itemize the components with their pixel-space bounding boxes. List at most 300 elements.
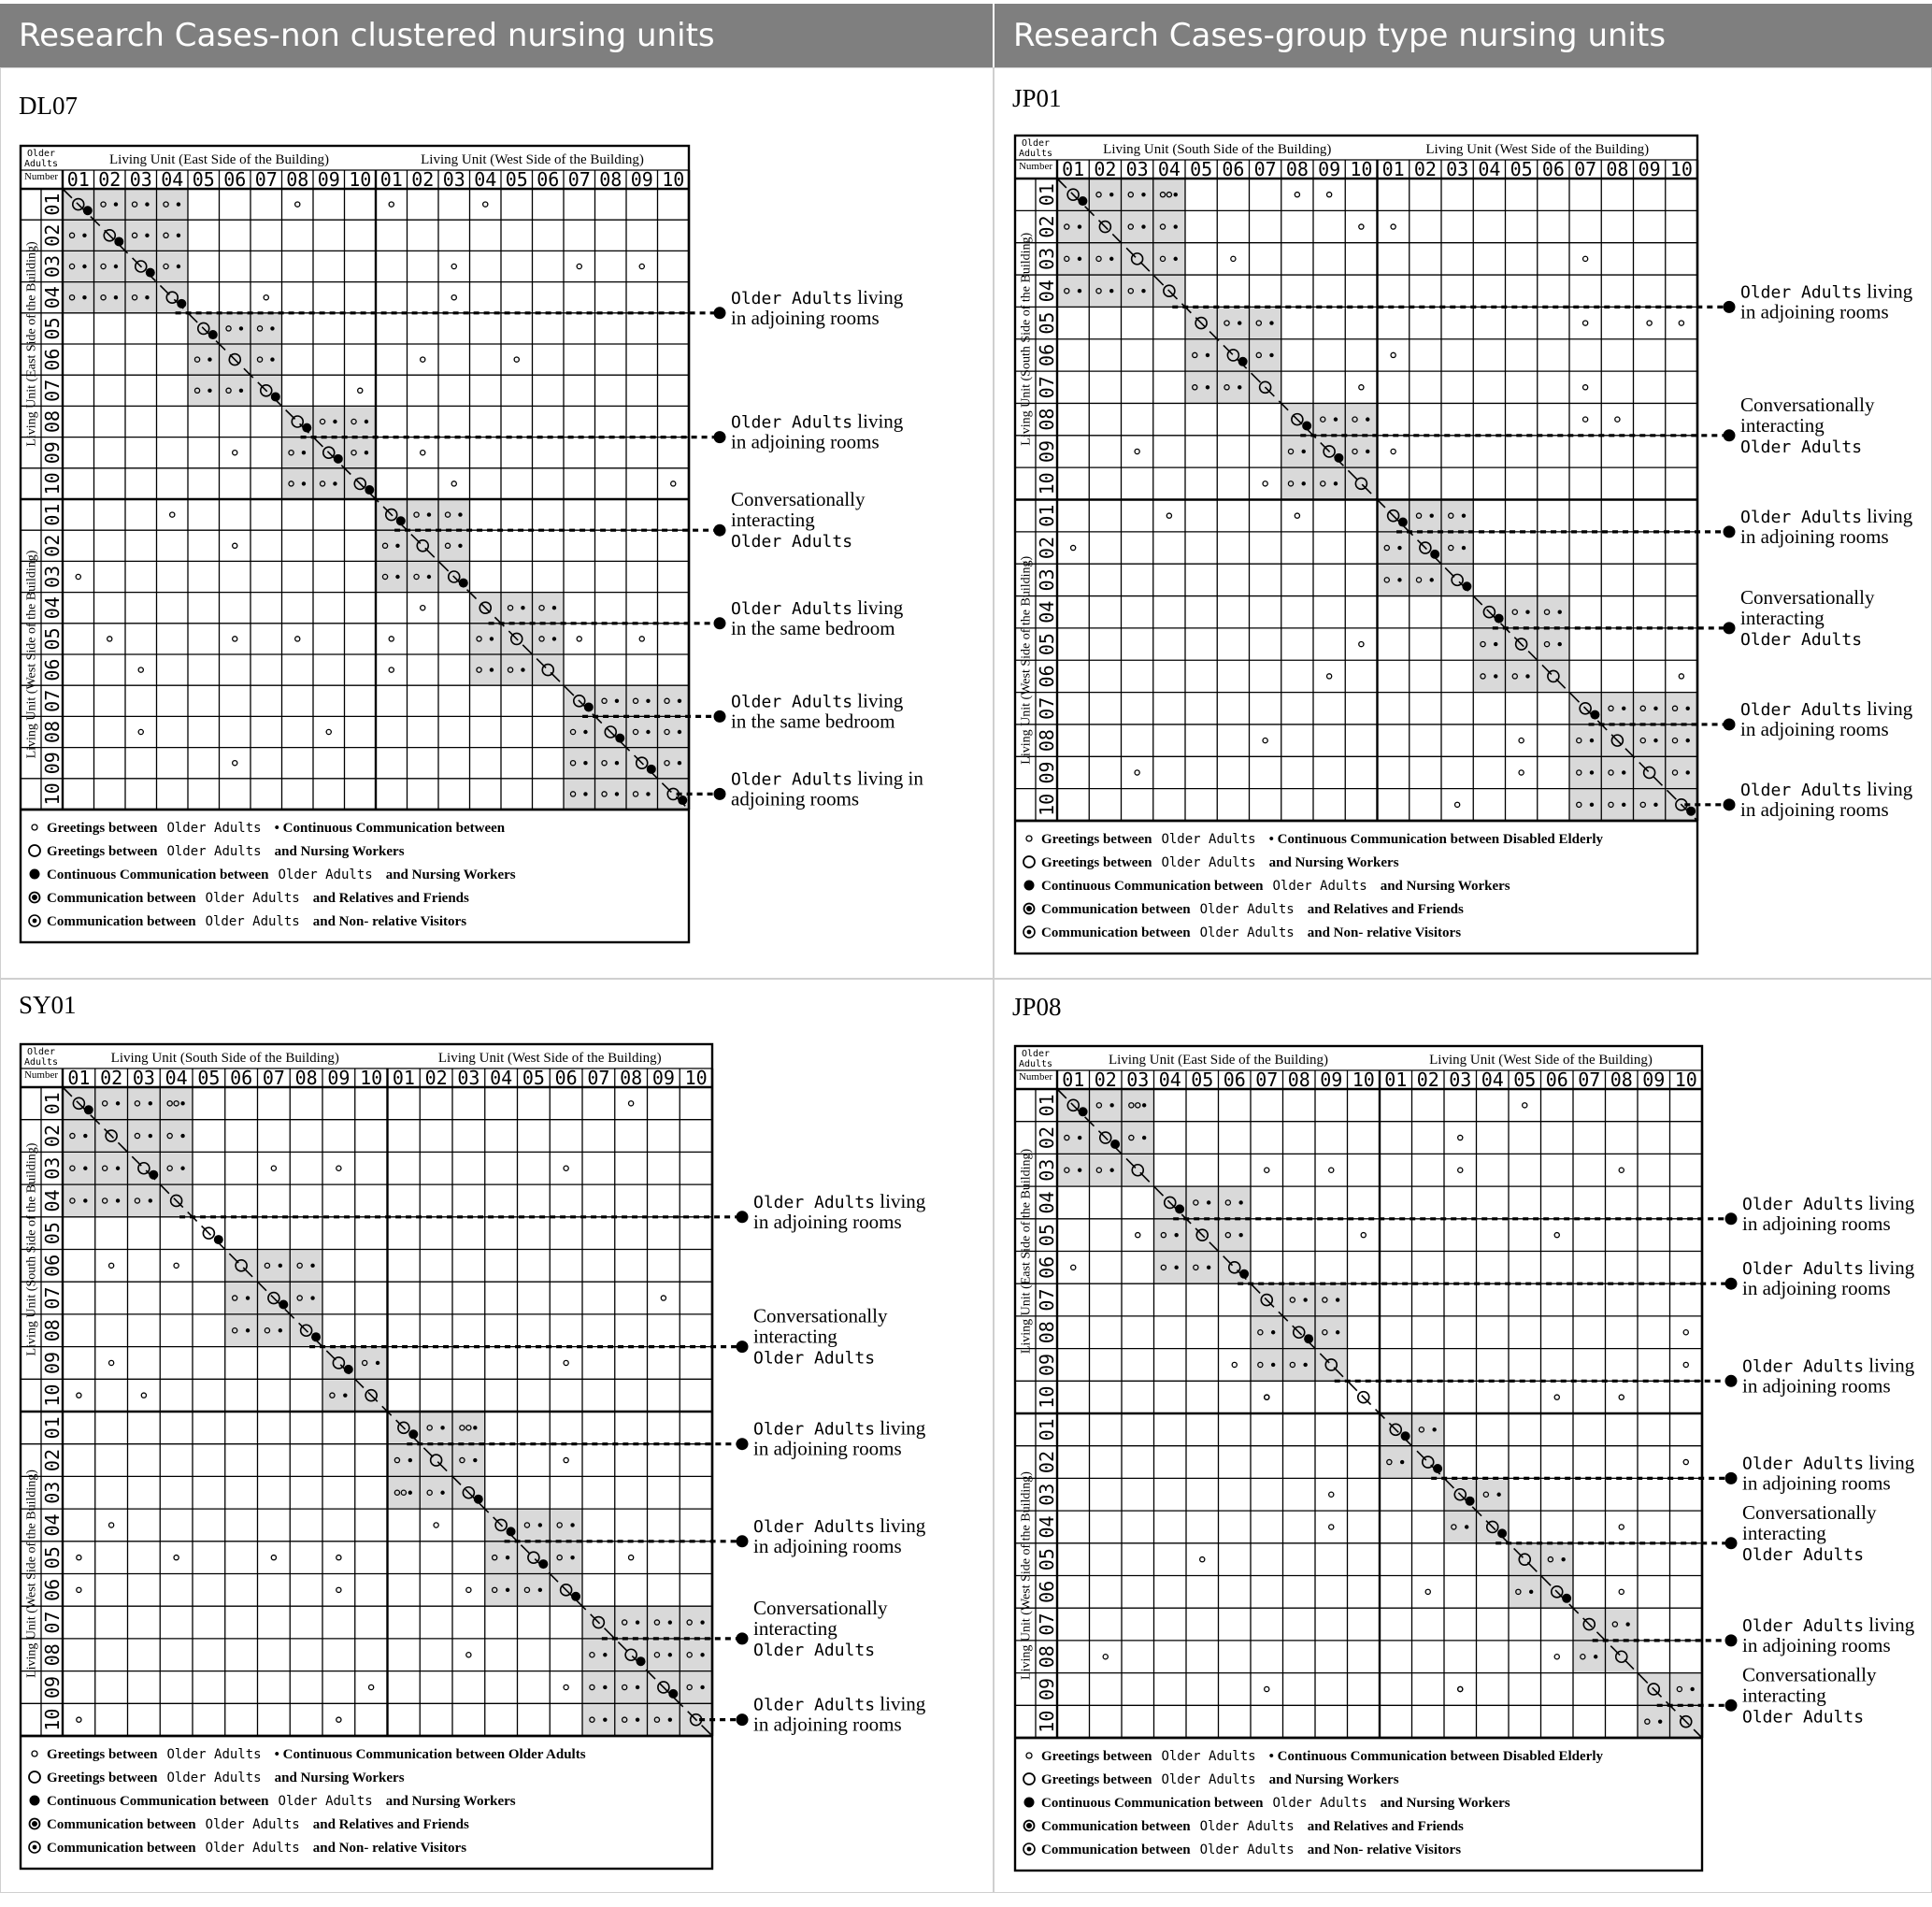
annotation-text: Older Adults living xyxy=(1742,1354,1915,1377)
legend-icon xyxy=(1024,1821,1035,1831)
header-right: Research Cases-group type nursing units xyxy=(995,4,1932,67)
communication-mark xyxy=(1271,1330,1275,1334)
greeting-mark xyxy=(451,481,456,486)
greeting-mark xyxy=(77,1587,81,1592)
column-number: 02 xyxy=(100,1067,123,1089)
communication-mark xyxy=(427,575,431,579)
legend-text: Older Adults xyxy=(166,1771,262,1785)
communication-mark xyxy=(83,1134,87,1138)
communication-mark xyxy=(521,667,524,671)
communication-mark xyxy=(180,1134,184,1138)
greeting-mark xyxy=(1679,321,1683,325)
legend-text: and Nursing Workers xyxy=(1380,1796,1510,1811)
annotation-text: Older Adults xyxy=(753,1640,876,1660)
communication-mark xyxy=(700,1620,704,1624)
greeting-mark xyxy=(629,1556,634,1560)
legend-text: and Relatives and Friends xyxy=(1307,902,1464,917)
row-number: 01 xyxy=(1036,504,1058,527)
row-number: 03 xyxy=(1036,1483,1058,1506)
communication-mark xyxy=(1269,321,1273,324)
communication-mark xyxy=(408,1458,412,1462)
header-left: Research Cases-non clustered nursing units xyxy=(0,4,993,67)
legend-text: Communication between xyxy=(47,891,196,906)
communication-mark xyxy=(1594,1655,1597,1658)
column-number: 01 xyxy=(66,168,90,191)
legend-nursing-greeting-icon xyxy=(1023,856,1035,867)
nursing-communication-mark xyxy=(507,1527,516,1536)
column-number: 09 xyxy=(317,168,340,191)
greeting-mark xyxy=(514,357,519,362)
annotation-dot xyxy=(1724,622,1736,634)
case-label-jp01: JP01 xyxy=(1012,84,1062,112)
row-number: 06 xyxy=(1036,1255,1058,1279)
unit-a-header: Living Unit (South Side of the Building) xyxy=(110,1051,339,1066)
column-number: 07 xyxy=(1574,158,1597,180)
greeting-mark xyxy=(77,1556,81,1560)
row-number: 05 xyxy=(1036,633,1058,656)
greeting-mark xyxy=(1391,449,1395,453)
communication-mark xyxy=(427,512,431,516)
row-number: 03 xyxy=(1036,1158,1058,1182)
greeting-mark xyxy=(138,729,143,734)
annotation-text: interacting xyxy=(731,509,815,532)
communication-mark xyxy=(208,357,211,361)
communication-mark xyxy=(114,265,118,268)
column-number: 10 xyxy=(662,168,685,191)
column-number: 02 xyxy=(424,1067,448,1089)
legend-text: Older Adults xyxy=(205,914,300,929)
annotation-text: in adjoining rooms xyxy=(753,1534,902,1557)
communication-mark xyxy=(1653,738,1657,742)
annotation-text: in the same bedroom xyxy=(731,710,895,733)
legend-text: and Nursing Workers xyxy=(1268,1772,1399,1787)
greeting-mark xyxy=(1647,321,1652,325)
nursing-communication-mark xyxy=(396,516,406,525)
legend-visitors-core xyxy=(1027,930,1032,935)
communication-mark xyxy=(1142,1136,1146,1140)
legend-text: Older Adults xyxy=(205,1841,300,1856)
greeting-mark xyxy=(466,1653,471,1657)
annotation-dot xyxy=(737,1341,749,1353)
communication-mark xyxy=(583,730,587,734)
unit-b-side-label: Living Unit (West Side of the Building) xyxy=(1019,1471,1034,1680)
greeting-mark xyxy=(295,637,300,641)
nursing-communication-mark xyxy=(334,454,343,464)
column-number: 04 xyxy=(1157,158,1181,180)
legend-nursing-greeting-icon xyxy=(29,845,40,856)
legend-text: Older Adults xyxy=(1161,855,1256,870)
annotation-dot xyxy=(714,431,726,443)
row-number: 08 xyxy=(41,1319,64,1342)
annotation-text: Older Adults living xyxy=(1742,1191,1915,1214)
annotation-dot xyxy=(1725,1375,1738,1387)
row-number: 08 xyxy=(1036,1645,1058,1669)
row-number: 04 xyxy=(41,596,64,620)
legend-icon xyxy=(29,1842,40,1853)
greeting-mark xyxy=(1295,193,1299,197)
row-number: 10 xyxy=(41,782,64,806)
annotation-text: Older Adults living xyxy=(1740,280,1913,303)
communication-mark xyxy=(1590,738,1594,742)
greeting-mark xyxy=(1583,321,1588,325)
communication-mark xyxy=(583,761,587,765)
communication-mark xyxy=(149,1134,152,1138)
legend-text: and Non- relative Visitors xyxy=(1307,1842,1462,1857)
communication-mark xyxy=(1686,770,1690,774)
row-number: 07 xyxy=(41,379,64,402)
legend-text: Older Adults xyxy=(166,821,262,836)
legend-icon xyxy=(29,915,40,926)
corner-label: Number xyxy=(1018,161,1053,172)
nursing-communication-mark xyxy=(584,702,594,711)
communication-mark xyxy=(583,792,587,796)
column-number: 05 xyxy=(1191,1068,1214,1091)
communication-mark xyxy=(1366,417,1369,421)
column-number: 06 xyxy=(230,1067,253,1089)
column-number: 03 xyxy=(1125,158,1149,180)
annotation-text: Older Adults living xyxy=(1742,1613,1915,1636)
row-number: 07 xyxy=(41,1286,64,1310)
greeting-mark xyxy=(661,1296,665,1300)
greeting-mark xyxy=(1327,674,1332,679)
greeting-mark xyxy=(1232,1362,1237,1367)
legend-greeting-icon xyxy=(1026,1753,1032,1758)
legend-icon xyxy=(30,893,40,903)
nursing-communication-mark xyxy=(271,392,280,401)
communication-mark xyxy=(1141,224,1145,228)
nursing-communication-mark xyxy=(114,237,123,246)
legend-relatives-core xyxy=(1026,1823,1032,1828)
legend-icon xyxy=(29,1771,40,1783)
communication-mark xyxy=(149,1198,152,1202)
annotation-text: in adjoining rooms xyxy=(1742,1277,1891,1300)
legend-text: Older Adults xyxy=(278,867,373,882)
row-number: 08 xyxy=(1036,1321,1058,1344)
communication-mark xyxy=(1334,481,1338,485)
column-number: 06 xyxy=(1545,1068,1568,1091)
annotation-text: Older Adults xyxy=(1742,1544,1865,1565)
column-number: 04 xyxy=(1158,1068,1181,1091)
communication-mark xyxy=(270,326,274,330)
legend-text: Communication between xyxy=(47,1841,196,1856)
row-number: 04 xyxy=(41,286,64,309)
row-number: 04 xyxy=(41,1513,64,1537)
communication-mark xyxy=(395,575,399,579)
legend-text: and Relatives and Friends xyxy=(312,1817,469,1832)
annotation-dot xyxy=(737,1211,749,1223)
column-number: 10 xyxy=(684,1067,708,1089)
greeting-mark xyxy=(1391,224,1395,229)
annotation-dot xyxy=(1724,718,1736,730)
communication-mark xyxy=(1430,578,1434,581)
legend-text: Communication between xyxy=(1041,925,1191,940)
row-number: 02 xyxy=(41,1449,64,1472)
column-number: 09 xyxy=(1320,1068,1343,1091)
column-number: 03 xyxy=(1446,158,1469,180)
communication-mark xyxy=(1462,513,1466,517)
communication-mark xyxy=(1658,1719,1662,1723)
column-number: 08 xyxy=(286,168,309,191)
column-number: 06 xyxy=(223,168,247,191)
communication-mark xyxy=(149,1101,152,1105)
greeting-mark xyxy=(451,264,456,268)
communication-mark xyxy=(458,544,462,548)
column-number: 07 xyxy=(567,168,591,191)
column-number: 03 xyxy=(457,1067,480,1089)
row-number: 02 xyxy=(41,223,64,247)
legend-text: and Nursing Workers xyxy=(385,1794,516,1809)
communication-mark xyxy=(678,730,681,734)
greeting-mark xyxy=(389,637,394,641)
legend-visitors-core xyxy=(1027,1847,1032,1852)
greeting-mark xyxy=(577,637,581,641)
case-label-jp08: JP08 xyxy=(1012,993,1062,1021)
unit-b-header: Living Unit (West Side of the Building) xyxy=(421,152,644,167)
row-number: 02 xyxy=(1036,536,1058,560)
greeting-mark xyxy=(1583,417,1588,422)
communication-mark xyxy=(177,234,180,237)
communication-mark xyxy=(1303,1298,1307,1301)
annotation-text: in adjoining rooms xyxy=(753,1713,902,1736)
communication-mark xyxy=(570,1556,574,1559)
legend-text: Greetings between xyxy=(47,1771,158,1785)
column-number: 01 xyxy=(67,1067,91,1089)
annotation-text: in adjoining rooms xyxy=(1742,1633,1891,1656)
communication-mark xyxy=(440,1426,444,1429)
row-number: 09 xyxy=(1036,1353,1058,1376)
greeting-mark xyxy=(1554,1395,1559,1399)
nursing-communication-mark xyxy=(365,485,374,495)
communication-mark xyxy=(1109,1169,1113,1172)
annotation-text: Conversationally xyxy=(1740,585,1875,609)
column-number: 05 xyxy=(1513,1068,1537,1091)
annotation-text: Older Adults xyxy=(1742,1707,1865,1728)
greeting-mark xyxy=(336,1587,341,1592)
legend-text: • Continuous Communication between Disabled Elderly xyxy=(1268,1749,1603,1764)
legend-icon xyxy=(32,1751,37,1756)
greeting-mark xyxy=(421,357,425,362)
nursing-communication-mark xyxy=(208,330,218,339)
legend-icon xyxy=(1024,881,1035,891)
annotation-dot xyxy=(1724,525,1736,538)
row-number: 01 xyxy=(1036,1094,1058,1117)
nursing-communication-mark xyxy=(214,1235,223,1244)
legend-greeting-icon xyxy=(32,824,37,830)
legend-icon xyxy=(1023,1773,1035,1785)
greeting-mark xyxy=(564,1457,568,1462)
communication-mark xyxy=(615,699,619,703)
legend-text: and Nursing Workers xyxy=(1380,879,1510,894)
column-number: 01 xyxy=(1384,1068,1408,1091)
greeting-mark xyxy=(1519,770,1524,775)
greeting-mark xyxy=(1071,545,1076,550)
row-number: 04 xyxy=(1036,1191,1058,1214)
legend-text: • Continuous Communication between Disabled Elderly xyxy=(1268,832,1603,847)
corner-label: Number xyxy=(1018,1071,1053,1083)
greeting-mark xyxy=(1455,802,1460,807)
legend-icon xyxy=(1023,926,1035,938)
greeting-mark xyxy=(1359,224,1364,229)
column-number: 01 xyxy=(1062,1068,1085,1091)
nursing-communication-mark xyxy=(177,299,186,308)
communication-mark xyxy=(1109,1103,1113,1107)
matrix-dl07 xyxy=(21,146,923,942)
column-number: 06 xyxy=(1222,158,1245,180)
communication-mark xyxy=(1400,1460,1404,1464)
greeting-mark xyxy=(107,637,112,641)
communication-mark xyxy=(1238,385,1241,389)
nursing-communication-mark xyxy=(1239,1269,1249,1279)
row-number: 07 xyxy=(1036,376,1058,399)
legend-relatives-core xyxy=(1026,906,1032,911)
communication-mark xyxy=(1174,257,1178,261)
nursing-communication-mark xyxy=(1334,453,1343,463)
communication-mark xyxy=(1174,193,1178,196)
column-number: 01 xyxy=(392,1067,415,1089)
row-number: 05 xyxy=(41,627,64,651)
communication-mark xyxy=(395,544,399,548)
legend-text: Continuous Communication between xyxy=(1041,1796,1264,1811)
communication-mark xyxy=(552,637,556,640)
row-number: 08 xyxy=(41,720,64,744)
corner-label: Older xyxy=(26,1047,56,1057)
row-number: 07 xyxy=(1036,696,1058,720)
legend-text: • Continuous Communication between xyxy=(274,821,506,836)
greeting-mark xyxy=(109,1360,114,1365)
column-number: 02 xyxy=(411,168,435,191)
row-number: 06 xyxy=(41,1578,64,1601)
row-number: 07 xyxy=(1036,1288,1058,1312)
communication-mark xyxy=(668,1620,672,1624)
greeting-mark xyxy=(1329,1492,1334,1497)
annotation-text: in adjoining rooms xyxy=(1742,1374,1891,1398)
greeting-mark xyxy=(577,264,581,268)
greeting-mark xyxy=(336,1556,341,1560)
matrix-jp08 xyxy=(1015,1046,1915,1871)
column-number: 03 xyxy=(442,168,465,191)
greeting-mark xyxy=(233,761,237,766)
annotation-text: Conversationally xyxy=(1742,1500,1877,1524)
greeting-mark xyxy=(451,295,456,300)
annotation-text: Older Adults living xyxy=(1742,1451,1915,1474)
nursing-communication-mark xyxy=(1590,710,1599,720)
communication-mark xyxy=(302,451,306,454)
legend-icon xyxy=(30,1796,40,1806)
communication-mark xyxy=(1302,450,1306,453)
annotation-text: Older Adults living xyxy=(753,1692,926,1715)
communication-mark xyxy=(177,202,180,206)
annotation-dot xyxy=(1725,1537,1738,1549)
row-number: 01 xyxy=(41,193,64,216)
annotation-text: Older Adults living xyxy=(1740,777,1913,800)
communication-mark xyxy=(668,1717,672,1721)
greeting-mark xyxy=(109,1523,114,1527)
row-number: 09 xyxy=(41,441,64,465)
column-number: 09 xyxy=(1638,158,1661,180)
communication-mark xyxy=(1078,224,1081,228)
annotation-text: Older Adults living xyxy=(1742,1256,1915,1280)
communication-mark xyxy=(700,1653,704,1656)
greeting-mark xyxy=(1329,1168,1334,1172)
corner-label: Adults xyxy=(23,1057,59,1068)
communication-mark xyxy=(1525,674,1529,678)
communication-mark xyxy=(615,792,619,796)
column-number: 10 xyxy=(1352,1068,1375,1091)
nursing-communication-mark xyxy=(1175,1204,1184,1213)
greeting-mark xyxy=(421,451,425,455)
greeting-mark xyxy=(1265,1686,1269,1691)
row-number: 02 xyxy=(41,534,64,557)
legend-icon xyxy=(1023,856,1035,867)
nursing-communication-mark xyxy=(408,1429,418,1439)
corner-label: Number xyxy=(23,171,59,182)
nursing-communication-mark xyxy=(1302,421,1311,430)
legend-icon xyxy=(32,824,37,830)
corner-label: Older xyxy=(26,149,56,159)
communication-mark xyxy=(1653,803,1657,807)
legend-text: and Non- relative Visitors xyxy=(312,914,467,929)
column-number: 04 xyxy=(161,168,184,191)
greeting-mark xyxy=(1619,1525,1624,1529)
greeting-mark xyxy=(1583,256,1588,261)
communication-mark xyxy=(1366,450,1369,453)
greeting-mark xyxy=(434,1523,438,1527)
legend-text: and Non- relative Visitors xyxy=(312,1841,467,1856)
annotation-dot xyxy=(1725,1699,1738,1712)
communication-mark xyxy=(521,606,524,609)
communication-mark xyxy=(603,1653,607,1656)
communication-mark xyxy=(1590,770,1594,774)
communication-mark xyxy=(636,1717,639,1721)
annotation-text: Older Adults living xyxy=(731,285,904,308)
annotation-text: Conversationally xyxy=(1742,1663,1877,1686)
unit-a-side-label: Living Unit (South Side of the Building) xyxy=(24,1142,39,1356)
communication-mark xyxy=(668,1653,672,1656)
nursing-communication-mark xyxy=(1466,1497,1475,1506)
row-number: 09 xyxy=(1036,439,1058,464)
annotation-dot xyxy=(1724,301,1736,313)
communication-mark xyxy=(82,265,86,268)
communication-mark xyxy=(1336,1298,1339,1301)
column-number: 07 xyxy=(1255,1068,1279,1091)
legend-text: Older Adults xyxy=(1272,879,1367,894)
legend-nursing-comm-icon xyxy=(1024,881,1035,891)
annotation-dot xyxy=(737,1438,749,1450)
communication-mark xyxy=(1238,1200,1242,1204)
greeting-mark xyxy=(1679,674,1683,679)
greeting-mark xyxy=(1265,1395,1269,1399)
legend-text: Communication between xyxy=(1041,1842,1191,1857)
row-number: 10 xyxy=(41,1708,64,1731)
annotation-text: Older Adults xyxy=(753,1348,876,1369)
annotation-dot xyxy=(714,617,726,629)
nursing-communication-mark xyxy=(1430,550,1439,559)
row-number: 10 xyxy=(1036,793,1058,816)
communication-mark xyxy=(570,1523,574,1527)
row-number: 03 xyxy=(41,254,64,279)
annotation-text: Older Adults living xyxy=(1740,504,1913,527)
unit-a-header: Living Unit (East Side of the Building) xyxy=(109,152,329,167)
legend-text: Older Adults xyxy=(205,891,300,906)
legend-icon xyxy=(30,1819,40,1829)
row-number: 03 xyxy=(1036,247,1058,270)
nursing-communication-mark xyxy=(1497,1528,1507,1538)
annotation-text: in adjoining rooms xyxy=(1740,524,1889,548)
legend-visitors-core xyxy=(33,1845,37,1850)
row-number: 10 xyxy=(1036,1385,1058,1409)
greeting-mark xyxy=(1071,1265,1076,1269)
greeting-mark xyxy=(233,543,237,548)
